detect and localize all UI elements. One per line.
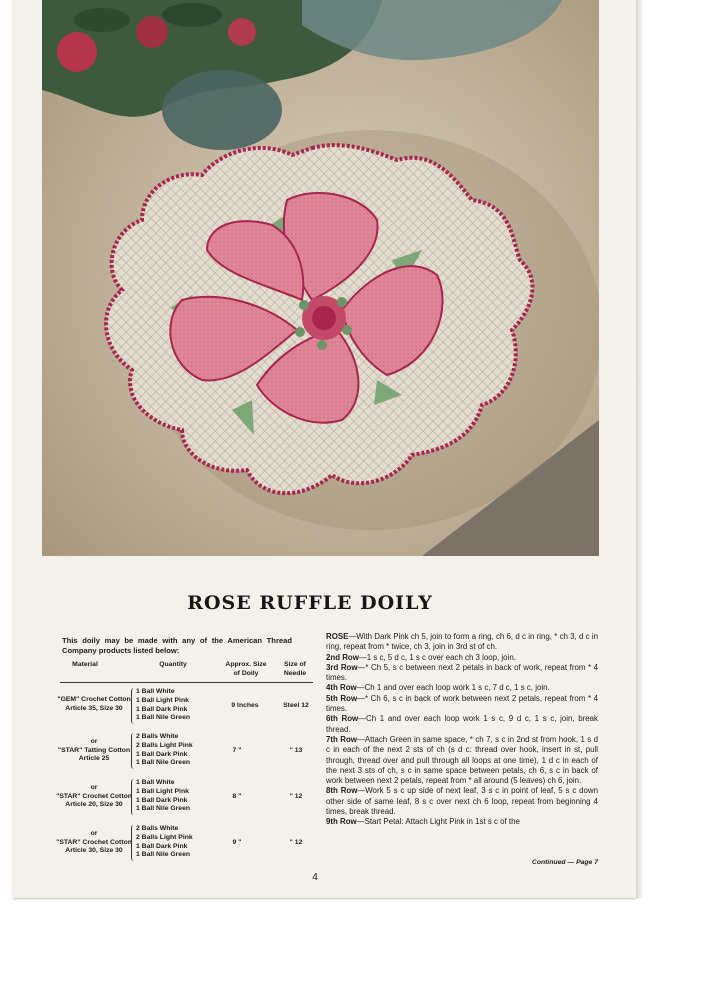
instruction-row — [326, 714, 598, 735]
table-row-3-size: 8 " — [232, 793, 242, 800]
material-line: or — [90, 738, 98, 745]
material-line: or — [90, 784, 98, 791]
table-row-3-quantity — [136, 779, 216, 814]
material-line: "GEM" Crochet Cotton — [57, 696, 131, 703]
instruction-row — [326, 653, 598, 663]
table-row-2-size: 7 " — [232, 747, 242, 754]
header-size: Approx. Size of Doily — [225, 661, 267, 677]
quantity-line: 1 Ball White — [136, 688, 175, 695]
quantity-line: 1 Ball White — [136, 779, 175, 786]
header-quantity: Quantity — [159, 661, 187, 668]
instruction-row — [326, 735, 598, 786]
instruction-row — [326, 632, 598, 653]
instruction-text: —* Ch 5, s c between next 2 petals in back of work, repeat from * 4 times. — [326, 662, 598, 683]
quantity-line: 2 Balls Light Pink — [136, 833, 193, 841]
continued-note: Continued — Page 7 — [531, 859, 598, 866]
instruction-row — [326, 663, 598, 684]
instruction-label: 2nd Row — [326, 652, 359, 662]
quantity-line: 2 Balls White — [136, 825, 179, 832]
instruction-label: 6th Row — [326, 714, 359, 724]
instruction-text: —Start Petal: Attach Light Pink in 1st s c of the — [356, 817, 520, 827]
instruction-text: —1 s c, 5 d c, 1 s c over each ch 3 loop, join. — [358, 652, 516, 662]
instruction-row — [326, 786, 598, 817]
header-needle: Size of Needle — [283, 661, 307, 677]
material-line: Article 20, Size 30 — [65, 801, 123, 808]
quantity-line: 1 Ball Dark Pink — [136, 705, 188, 713]
material-line: Article 25 — [78, 755, 110, 762]
table-row-2-quantity — [136, 733, 216, 768]
quantity-line: 1 Ball Dark Pink — [136, 750, 188, 758]
quantity-line: 1 Ball Dark Pink — [136, 842, 188, 850]
instruction-label: 5th Row — [326, 693, 358, 703]
table-row-4-size: 9 " — [232, 839, 242, 846]
table-row-1-needle: Steel 12 — [283, 702, 309, 709]
instruction-row — [326, 817, 598, 827]
instruction-text: —* Ch 6, s c in back of work between next 2 petals, repeat from * 4 times. — [326, 693, 598, 714]
instructions — [326, 632, 598, 828]
material-line: "STAR" Crochet Cotton — [56, 838, 132, 846]
material-line: "STAR" Crochet Cotton — [56, 792, 132, 800]
instruction-label: ROSE — [326, 632, 349, 641]
instruction-text: —Ch 1 and over each loop work 1 s c, 7 d c, 1 s c, join. — [356, 683, 550, 693]
quantity-line: 1 Ball Dark Pink — [136, 796, 188, 804]
table-row-1-size: 9 Inches — [231, 702, 259, 709]
intro-text: This doily may be made with any of the American Thread Company products listed below: — [62, 636, 292, 655]
page-number: 4 — [312, 872, 318, 883]
table-row-2-needle: " 13 — [289, 747, 303, 754]
quantity-line: 2 Balls Light Pink — [136, 741, 193, 749]
instruction-label: 4th Row — [326, 683, 357, 693]
instruction-text: —With Dark Pink ch 5, join to form a ring, ch 6, d c in ring, * ch 3, d c in ring, repeat from * twice, ch 3, join in 3rd st of ch. — [326, 632, 598, 652]
table-row-4-quantity — [136, 825, 216, 860]
doily-photo — [42, 0, 599, 556]
header-material: Material — [72, 661, 98, 668]
table-row-4-needle: " 12 — [289, 839, 303, 846]
instruction-text: —Work 5 s c up side of next leaf, 3 s c in point of leaf, 5 s c down other side of same leaf, 8 s c over next ch 6 loop, repeat from beginning 4 times, break thread. — [326, 786, 598, 817]
instruction-label: 7th Row — [326, 734, 357, 744]
page-title: ROSE RUFFLE DOILY — [187, 592, 433, 614]
instruction-text: —Attach Green in same space, * ch 7, s c in 2nd st from hook, 1 s d c in each of the next 2 sts of ch (s d c: thread over hook, insert in st, pull through, thread over and pull through all loops at one time), 1 d c in each of the next 3 sts of ch, s c in same space between petals, ch 6, s c in back of work between next 2 petals, repeat from * all around (5 leaves) ch 6, join. — [326, 734, 598, 786]
table-rule — [60, 682, 313, 683]
instruction-label: 3rd Row — [326, 662, 358, 672]
quantity-line: 1 Ball Nile Green — [136, 805, 191, 813]
instruction-row — [326, 694, 598, 715]
table-row-1-quantity — [136, 688, 216, 723]
material-line: Article 35, Size 30 — [65, 704, 123, 712]
material-line: "STAR" Tatting Cotton — [57, 746, 131, 754]
instruction-text: —Ch 1 and over each loop work 1 s c, 9 d c, 1 s c, join, break thread. — [326, 714, 598, 734]
instruction-row — [326, 683, 598, 693]
table-row-3-needle: " 12 — [289, 793, 303, 800]
page-edge — [636, 0, 644, 898]
material-line: or — [90, 830, 98, 837]
material-line: Article 30, Size 30 — [65, 847, 123, 854]
quantity-line: 1 Ball Nile Green — [136, 714, 191, 722]
instruction-label: 9th Row — [326, 817, 357, 827]
quantity-line: 1 Ball Light Pink — [136, 696, 189, 704]
quantity-line: 1 Ball Nile Green — [136, 759, 191, 767]
quantity-line: 1 Ball Light Pink — [136, 787, 189, 795]
quantity-line: 2 Balls White — [136, 733, 179, 740]
quantity-line: 1 Ball Nile Green — [136, 851, 191, 859]
doily-illustration — [42, 0, 599, 556]
instruction-label: 8th Row — [326, 786, 358, 796]
